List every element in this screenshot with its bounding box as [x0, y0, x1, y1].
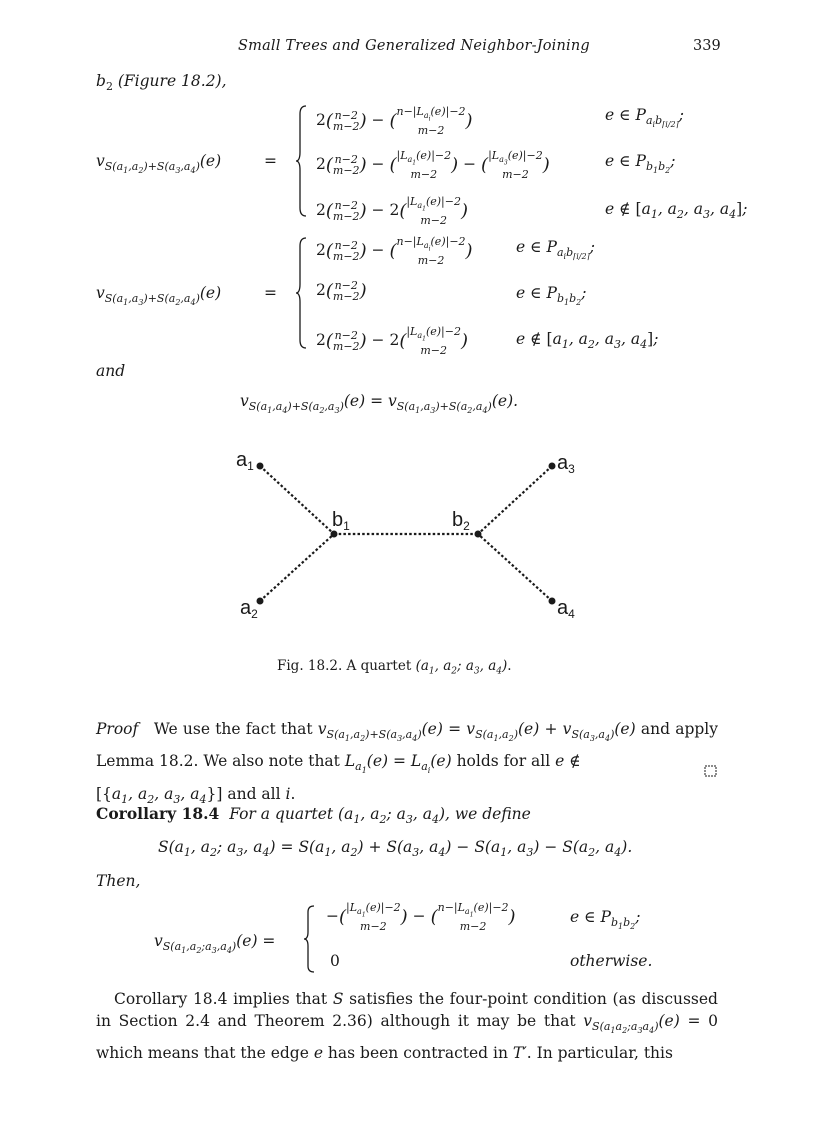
- then-word: Then,: [96, 872, 141, 890]
- proof-text-2: and apply Lemma 18.2. We also note that: [96, 720, 719, 771]
- case-1-cond: e ∈ $P_{a_ib_{⌈i/2⌉}}$;: [605, 106, 684, 130]
- corollary-case-2: 0: [330, 952, 340, 970]
- proof-paragraph: Proof We use the fact that $v_{S(a_1,a_2)+S(a_3,a_4)}(e) = v_{S(a_1,a_2)}(e) + v_{S(a_3,a_4)}(e)$ and apply Lemma 18.2. We also note that $L_{a_1}(e) = L_{a_i}(e)$ holds for all e ∉ [{$a_1$, $a_2$, $a_3$, $a_4$}] and all i.: [96, 720, 719, 806]
- left-brace: [296, 104, 308, 218]
- edge-a1-b1: [260, 466, 334, 534]
- node-b2: [475, 531, 482, 538]
- corollary-case-2-cond: otherwise.: [570, 952, 653, 970]
- proof-text-1: We use the fact that: [153, 720, 313, 738]
- label-a3: $a_3$: [557, 452, 575, 476]
- edge-a4-b2: [478, 534, 552, 601]
- case-3-expr: 2( n−2 m−2 ) − 2( $|L_{a_1}(e)|-2$ m−2 ): [316, 325, 469, 357]
- label-a1: $a_1$: [236, 449, 254, 473]
- qed-symbol: [704, 764, 718, 778]
- corollary-case-1: −( $|L_{a_1}(e)|-2$ m−2 ) − ( $n-|L_{a_1}(e)|-2$ m−2 ): [326, 901, 516, 933]
- case-2-cond: e ∈ $P_{b_1b_2}$;: [516, 284, 587, 308]
- figure-caption: Fig. 18.2. A quartet ($a_1$, $a_2$; $a_3$, $a_4$).: [277, 658, 512, 677]
- node-b1: [331, 531, 338, 538]
- case-3-cond: e ∉ [$a_1$, $a_2$, $a_3$, $a_4$];: [605, 200, 748, 222]
- and-word: and: [96, 362, 126, 380]
- corollary-lhs: $v_{S(a_1,a_2;a_3,a_4)}(e)$ =: [154, 932, 276, 956]
- node-a2: [257, 598, 264, 605]
- left-brace: [296, 236, 308, 350]
- equation-v1-lhs: $v_{S(a_1,a_2)+S(a_3,a_4)}(e)$: [96, 152, 222, 176]
- node-a1: [257, 463, 264, 470]
- case-1-expr: 2( n−2 m−2 ) − ( $n-|L_{a_i}(e)|-2$ m−2 ): [316, 235, 473, 267]
- node-a4: [549, 598, 556, 605]
- corollary-label: Corollary 18.4: [96, 804, 220, 823]
- equation-v2-lhs: $v_{S(a_1,a_3)+S(a_2,a_4)}(e)$: [96, 284, 222, 308]
- case-1-expr: 2( n−2 m−2 ) − ( $n-|L_{a_i}(e)|-2$ m−2 ): [316, 105, 473, 137]
- left-brace: [304, 904, 316, 974]
- edge-a3-b2: [478, 466, 552, 534]
- proof-text-3: holds for all: [456, 752, 551, 771]
- equation-v3: $v_{S(a_1,a_4)+S(a_2,a_3)}(e) = v_{S(a_1,a_3)+S(a_2,a_4)}(e)$.: [240, 392, 519, 416]
- case-1-cond: e ∈ $P_{a_ib_{⌈i/2⌉}}$;: [516, 238, 595, 262]
- case-3-expr: 2( n−2 m−2 ) − 2( $|L_{a_1}(e)|-2$ m−2 ): [316, 195, 469, 227]
- equals-sign: =: [264, 152, 277, 170]
- proof-label: Proof: [96, 720, 139, 738]
- case-3-cond: e ∉ [$a_1$, $a_2$, $a_3$, $a_4$];: [516, 330, 659, 352]
- page-number: 339: [693, 38, 721, 54]
- label-a2: $a_2$: [240, 597, 258, 621]
- label-b2: $b_2$: [452, 509, 470, 533]
- quartet-tree-figure: [226, 444, 596, 630]
- corollary-heading: Corollary 18.4 For a quartet ($a_1$, $a_2$; $a_3$, $a_4$), we define: [96, 804, 531, 827]
- label-b1: $b_1$: [332, 509, 350, 533]
- label-a4: $a_4$: [557, 597, 575, 621]
- case-2-cond: e ∈ $P_{b_1b_2}$;: [605, 152, 676, 176]
- case-2-expr: 2( n−2 m−2 ) − ( $|L_{a_1}(e)|-2$ m−2 ) − ( $|L_{a_3}(e)|-2$ m−2 ): [316, 149, 550, 181]
- intro-fragment: $b_2$ (Figure 18.2),: [96, 72, 227, 94]
- equals-sign: =: [264, 284, 277, 302]
- running-title: Small Trees and Generalized Neighbor-Joining: [238, 38, 590, 54]
- node-a3: [549, 463, 556, 470]
- corollary-definition: $S(a_1$, $a_2$; $a_3$, $a_4) = S(a_1$, $a_2) + S(a_3$, $a_4) - S(a_1$, $a_3) - S(a_2$, $a_4$).: [158, 838, 633, 860]
- corollary-case-1-cond: e ∈ $P_{b_1b_2}$;: [570, 908, 641, 932]
- case-2-expr: 2( n−2 m−2 ): [316, 279, 367, 303]
- edge-a2-b1: [260, 534, 334, 601]
- closing-paragraph: Corollary 18.4 implies that S satisfies the four-point condition (as discussed in Section 2.4 and Theorem 2.36) although it may be that $v_{S(a_1a_2;a_3a_4)}(e) = 0$ which means that the edge e has been contracted in T′. In particular, this: [96, 990, 718, 1063]
